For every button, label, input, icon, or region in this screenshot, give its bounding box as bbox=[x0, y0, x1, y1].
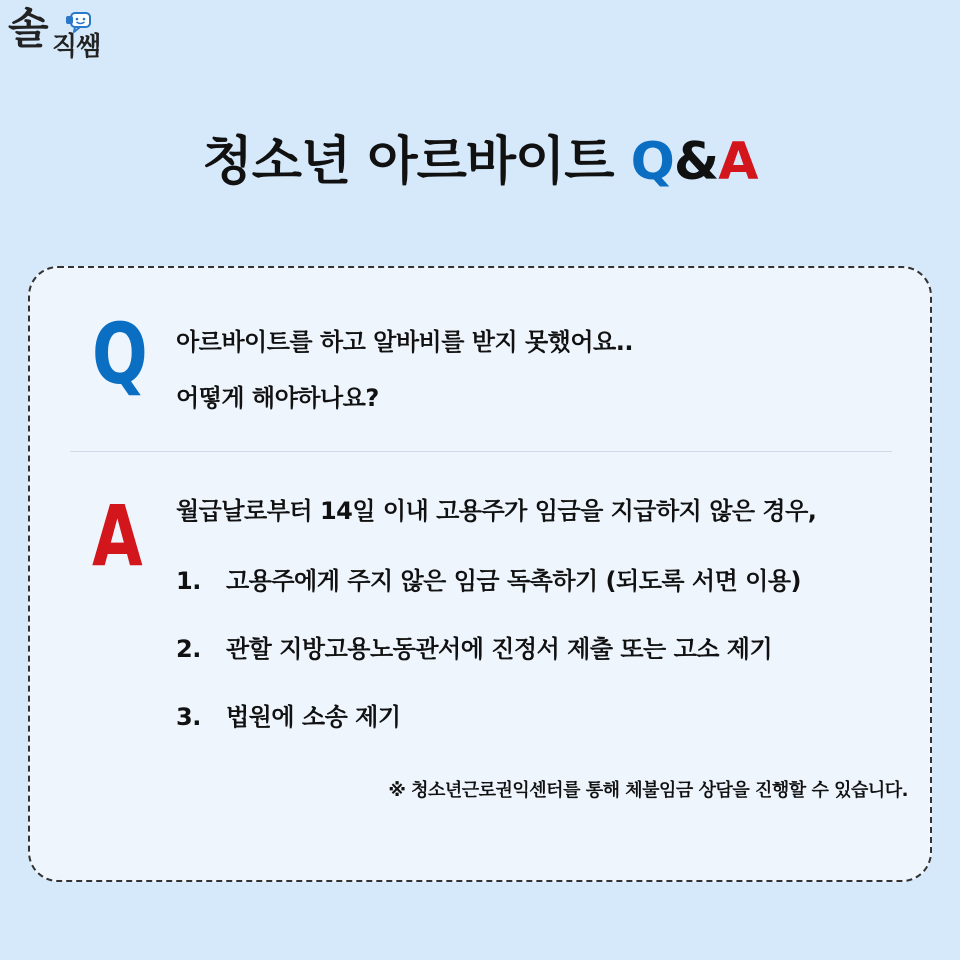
title-a: A bbox=[718, 132, 758, 192]
speech-bubble-icon bbox=[66, 12, 92, 34]
list-item-text: 고용주에게 주지 않은 임금 독촉하기 (되도록 서면 이용) bbox=[226, 567, 801, 595]
answer-intro: 월급날로부터 14일 이내 고용주가 임금을 지급하지 않은 경우, bbox=[176, 497, 817, 525]
title-q: Q bbox=[630, 132, 674, 192]
answer-letter: A bbox=[92, 487, 143, 585]
list-item bbox=[176, 564, 801, 632]
question-line: 아르바이트를 하고 알바비를 받지 못했어요.. bbox=[176, 328, 633, 356]
list-item-number: 2. bbox=[176, 635, 201, 663]
title-main: 청소년 아르바이트 bbox=[202, 132, 614, 192]
list-item bbox=[176, 700, 801, 768]
divider bbox=[70, 451, 892, 452]
logo bbox=[8, 6, 118, 70]
list-item-text: 관할 지방고용노동관서에 진정서 제출 또는 고소 제기 bbox=[226, 635, 773, 663]
question-text bbox=[176, 314, 633, 426]
footnote: ※ 청소년근로권익센터를 통해 체불임금 상담을 진행할 수 있습니다. bbox=[388, 780, 908, 801]
page-title bbox=[0, 132, 960, 192]
qa-card bbox=[28, 266, 932, 882]
logo-main-text: 솔 bbox=[8, 4, 47, 53]
list-item-text: 법원에 소송 제기 bbox=[226, 703, 401, 731]
list-item-number: 3. bbox=[176, 703, 201, 731]
list-item bbox=[176, 632, 801, 700]
logo-sub-text: 직쌤 bbox=[52, 32, 101, 62]
question-letter: Q bbox=[92, 305, 148, 403]
list-item-number: 1. bbox=[176, 567, 201, 595]
question-line: 어떻게 해야하나요? bbox=[176, 384, 379, 412]
title-amp: & bbox=[673, 132, 719, 192]
answer-list bbox=[176, 564, 801, 768]
